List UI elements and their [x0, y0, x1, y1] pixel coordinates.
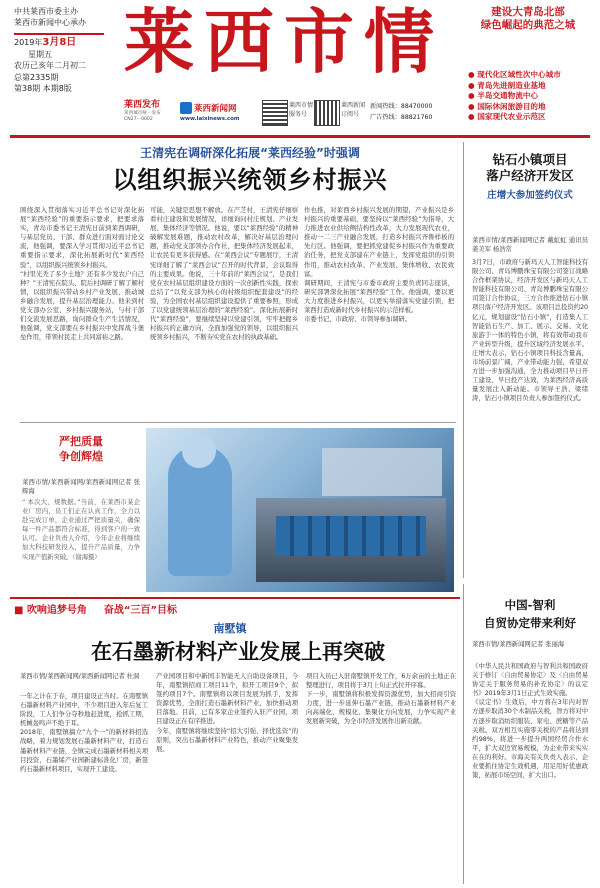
bottom-headline: 在石墨新材料产业发展上再突破 — [91, 639, 385, 664]
laixi-release-name: 莱西发布 — [124, 100, 161, 110]
qr-service-type: 服务号 — [289, 111, 308, 118]
quality-headline-line1: 严把质量 — [59, 435, 103, 448]
issue-date: 2019年3月8日 — [14, 37, 77, 48]
news-site-name: 莱西新闻网 — [194, 104, 237, 114]
quality-body: “ 本次大、规数据。”当前，在莱西市某企业厂房内，员工们正在认真工作，全力以赴完成订单，企业通过严把质量关，确保每一件产品都符合标准，得到客户的一致认可。企业负责人介绍，今年企业将继续加大科技研发投入，提升产品质量，力争实现产值新突破。（谢海摄） — [22, 498, 140, 561]
news-site-url: www.laixinews.com — [180, 116, 240, 122]
banner-prefix: 吹响追梦号角 — [26, 605, 87, 616]
china-story-headline-line1: 中国-智利 — [504, 598, 556, 612]
promo-item: ● 半岛交通物流中心 — [468, 91, 539, 100]
lead-column-1: 围绕深入贯彻落实习近平总书记对深化拓展“莱西经验”的重要指示要求，把要求落实，青岛市委书记王清宪日前到莱西调研，与基层党员、干部、群众进行面对面讨论交流，他强调，要深入学习贯彻习近平总书记重要指示要求，深化拓展新时代“莱西经验”，以组织振兴统领乡村振兴。 “村里光秃了多少土地？还有多少发农户自己种？”王清宪在院头、院后村调研了解了解村情，以组织振兴带动乡村产业发展，推动城乡融合发展，提升基层治理能力。他来到村党支部办公室、乡村振兴服务站，与村干部们交流发展思路，询问群众生产生活情况，他强调，党支部要在乡村振兴中发挥战斗堡垒作用，带领村民走上共同富裕之路。 — [20, 206, 144, 342]
bottom-kicker: 南墅镇 — [213, 622, 247, 635]
bullet-icon: ● — [468, 112, 478, 121]
promo-item: ● 青岛先进制造业基地 — [468, 80, 546, 90]
bottom-column-2: 产业园项目和中新国丰智能无人自助设备项目，今年，南墅镇招商工项目11个，拟开工项目9个，拟签约项目7个。南墅镇将以项目发展为抓手，发挥资源优势，全面打造石墨新材料产业，加快推动项目落地。目前，已有多家企业签约入驻产业园，项目建设正在有序推进。 今年，南墅镇将继续坚持“招大引强、择优选资”的原则，突出石墨新材料产业特色，推动产业聚集发展。 — [156, 672, 298, 753]
bottom-right-divider — [463, 584, 464, 884]
qr-subscribe-label: 莱西新闻 — [341, 102, 366, 109]
china-story-headline-line2: 自贸协定带来利好 — [484, 616, 576, 630]
masthead-rule — [10, 135, 590, 138]
bottom-column-1: 一年之计在于春，项目建设正当时。在南墅镇石墨新材料产业园中，不少项目进入年后复工阶段，工人们争分夺秒地赶进度，抢抓工期，机械轰鸣声不绝于耳。 2018年，南墅镇搞立“九个一”的新材料招选战略，着力规划发展石墨新材料产业，打造石墨新材料产业链，全镇完成石墨新材料相关项目投资，石墨烯产业园新建标准化厂房，新签约石墨新材料项目，实现开工建设。 — [20, 692, 148, 773]
quality-headline-line2: 争创辉煌 — [59, 450, 103, 463]
lead-column-3: 作也推，对莱西乡村振兴发展的期望，产业振兴是乡村振兴的重要基础，要坚持以“莱西经验”为指导，大力推进农业供给侧结构性改革，大力发展现代农业，推动一二三产业融合发展，打造乡村振兴齐鲁样板的先行区。他强调，要把抓党建促乡村振兴作为重要政治任务，把党支部建在产业链上，发挥党组织的引领作用，推动农村改革、产业发展、集体增收、农民致富。 调研期间，王清宪与市委市政府主要负责同志座谈，研究部署深化拓展“莱西经验”工作。他强调，要以更大力度推进乡村振兴，以更实举措落实党建引领，把莱西打造成新时代乡村振兴的示范样板。 市委书记、市政府、市领导参加调研。 — [304, 206, 454, 324]
organizer-line: 莱西市新闻中心承办 — [14, 18, 86, 27]
laixi-release-code: CN27－0002 — [124, 117, 153, 122]
china-story-byline: 莱西市情/莱西新闻网记者 张丽海 — [472, 640, 565, 648]
lead-headline: 以组织振兴统领乡村振兴 — [112, 165, 388, 194]
lead-column-2: 可能，关键是思想不解放。在产芝村，王清宪仔细察看村庄建设和发展情况，详细询问村庄规划、产业发展、集体经济等情况。他说，要以“莱西经验”的精神破解发展难题，推动农村改革，解决好基层治理问题，推动党支部领办合作社，把集体经济发展起来，让农民有更多获得感。在“莱西会议”专题展厅，王清宪详细了解了“莱西会议”召开的时代背景，会议取得的主要成果。他说，三十年前的“莱西会议”，是我们党在农村基层组织建设方面的一次创新性实践，探索总结了“以党支部为核心的村级组织配套建设”的经验，为全国农村基层组织建设提供了重要参照，形成了以党建统领基层治理的“莱西经验”。深化拓展新时代“莱西经验”，要继续坚持以党建引领，牢牢把握乡村振兴的正确方向，全面加强党的领导，以组织振兴统领乡村振兴，不断夯实党在农村的执政基础。 — [150, 206, 298, 342]
promo-headline-line1: 建设大青岛北部 — [491, 6, 565, 18]
issue-total: 总第2335期 — [14, 72, 59, 82]
promo-item: ● 国际休闲旅游目的地 — [468, 101, 546, 111]
qr-service-label: 莱西市情 — [289, 102, 314, 109]
laixi-release-sub: 莱西城市统一发布 — [124, 111, 161, 116]
lunar-date: 农历己亥年二月初二 — [14, 61, 86, 70]
right-story-byline: 莱西市情/莱西新闻网记者 戴虹虹 通讯员 姜美军 杨浩常 — [472, 236, 588, 254]
weekday: 星期五 — [28, 49, 52, 59]
ad-hotline: 广告热线：88821760 — [370, 114, 433, 121]
right-column-divider — [463, 142, 464, 578]
promo-headline-line2: 绿色崛起的典范之城 — [480, 19, 576, 31]
lead-kicker: 王清宪在调研深化拓展“莱西经验”时强调 — [140, 146, 360, 160]
right-story-headline — [470, 152, 590, 184]
bullet-icon: ● — [468, 91, 478, 100]
right-story-headline-line1: 钻石小镇项目 — [492, 152, 568, 167]
machine-top — [322, 448, 442, 496]
news-site-logo — [180, 100, 254, 126]
promo-item: ● 现代化区域性次中心城市 — [468, 70, 561, 79]
campaign-banner — [14, 604, 314, 618]
issue-number: 第38期 本期8版 — [14, 84, 72, 93]
bottom-rule — [10, 597, 460, 599]
china-story-headline — [470, 596, 590, 632]
promo-headline — [466, 6, 590, 32]
news-site-icon — [180, 102, 192, 114]
banner-main: 奋战“三百”目标 — [103, 605, 178, 616]
newspaper-title: 莱西市情 — [124, 0, 444, 83]
china-story-body: 《中华人民共和国政府与智利共和国政府关于修订〈自由贸易协定〉及〈自由贸易协定关于服务贸易的补充协定〉的议定书》2019年3月1日正式生效实施。 《议定书》生效后，中方将在3年内对智方逐步取消30个木制品关税，智方将对中方逐步取消纺织服装、家电、蔗糖等产品关税。双方相互实施零关税的产品将达到约98%，将进一步提升两国经贸合作水平，扩大双边贸易规模，为企业带来实实在在的利好。市海关有关负责人表示，企业要抓住协定生效机遇，用足用好优惠政策，拓展市场空间，扩大出口。 — [472, 662, 588, 780]
sponsor-line: 中共莱西市委主办 — [14, 7, 78, 16]
right-story-body: 3月7日，市政府与新玛天人工智能科技有限公司、青岛博鹏珠宝有限公司签订战略合作框架协议，经济开发区与新玛天人工智能科技有限公司、青岛博鹏珠宝有限公司签订合作协议，三方合作推进钻石小镇项目落户经济开发区。该项目总投资约20亿元，规划建设“钻石小镇”，打造集人工智能钻石生产、加工、展示、交易、文化旅游于一体的特色小镇，将有效带动我市产业转型升级，提升区域经济发展水平。庄增大表示，钻石小镇项目科技含量高，市场前景广阔，产业带动能力强，希望双方进一步加强沟通，全力推动项目早日开工建设、早日投产达效，为莱西经济高质量发展注入新动能。市领导王浩、梁绪涛，钻石小镇项目负责人参加签约仪式。 — [472, 258, 588, 403]
quality-byline: 莱西市情/莱西新闻网/莱西新闻网记者 张辉海 — [22, 478, 140, 496]
bullet-icon: ● — [468, 101, 478, 111]
qr-code-service — [262, 100, 288, 126]
right-story-subhead: 庄增大参加签约仪式 — [487, 190, 573, 201]
qr-code-subscribe — [314, 100, 340, 126]
qr-subscribe-type: 订阅号 — [341, 111, 360, 118]
sponsor-divider — [14, 33, 104, 35]
bullet-icon: ● — [468, 80, 478, 90]
bottom-column-3: 项目入员已入驻南墅镇开发工作，6万余亩的土地正在整理进行，项目将于3月上旬正式拉开序幕。 下一步，南墅镇将积极发挥资源优势，加大招商引资力度，进一步延伸石墨产业链，推动石墨新材料产业向高端化、规模化、集聚化方向发展，力争实现产业发展新突破，为全市经济发展作出新贡献。 — [306, 672, 456, 726]
right-story-headline-line2: 落户经济开发区 — [486, 168, 574, 183]
tray-rack — [276, 516, 426, 556]
factory-photo — [146, 428, 454, 592]
news-hotline: 新闻热线：88470000 — [370, 103, 433, 110]
promo-box — [460, 4, 592, 132]
promo-item: ● 国家现代农业示范区 — [468, 112, 546, 121]
lead-bottom-divider — [20, 422, 456, 423]
quality-headline — [22, 434, 140, 464]
bottom-byline: 莱西市情/莱西新闻网/莱西新闻网记者 杜洞 — [20, 672, 140, 680]
bullet-icon: ● — [468, 70, 478, 79]
worker-head — [182, 434, 216, 468]
square-icon: ■ — [14, 605, 24, 616]
laixi-release-logo — [124, 100, 174, 126]
